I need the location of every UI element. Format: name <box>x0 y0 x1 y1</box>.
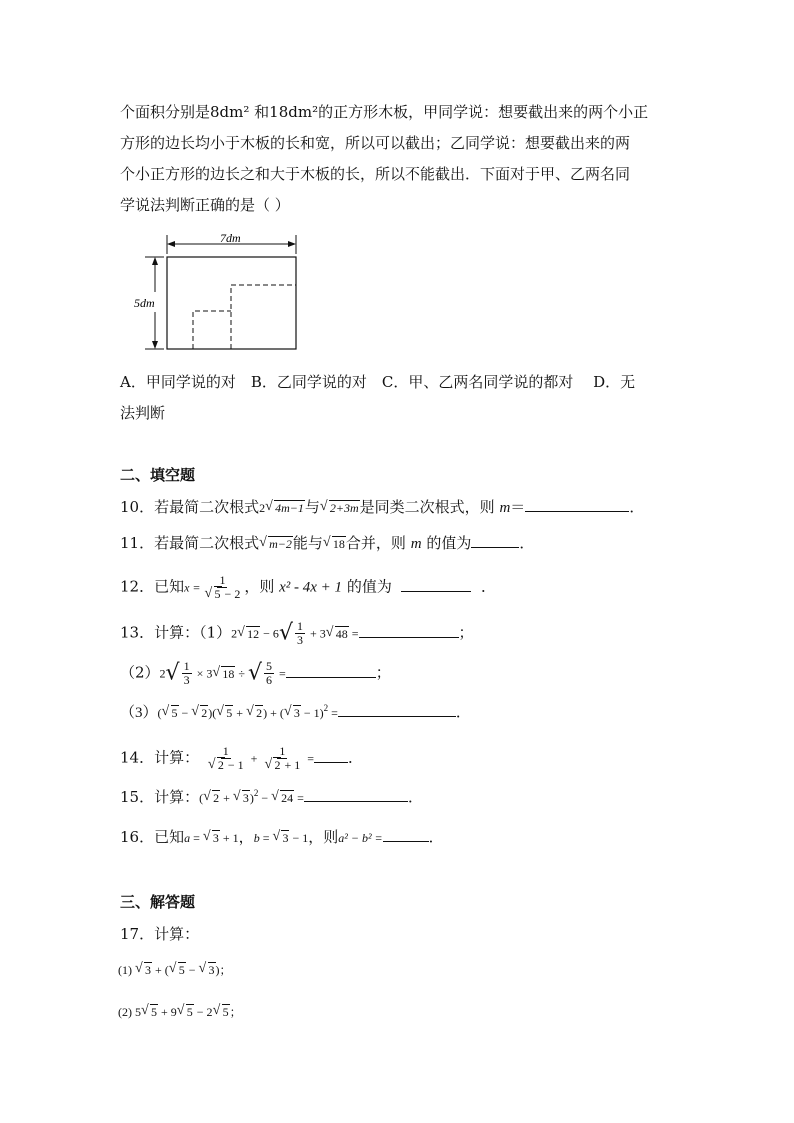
q13-p1-end: ； <box>458 623 474 642</box>
q13-part-2-answer-blank[interactable] <box>286 663 376 678</box>
q16-text-2: ，则 <box>308 828 339 846</box>
q13-part-3-label: （3） <box>120 705 158 721</box>
q9-options-line-1: A．甲同学说的对 B．乙同学说的对 C．甲、乙两名同学说的都对 D．无 <box>120 373 636 391</box>
q15-end: ． <box>407 788 423 806</box>
q16-sep: ， <box>238 828 254 846</box>
q13-part-3-row: （3）(√ 5 − √ 2)(√ 5 + √ 2) + (√ 3 − 1)$^2$ = ． <box>120 702 471 724</box>
q16-text: 已知 <box>154 828 185 846</box>
q16-a-def: a = √ 3 + 1 <box>184 831 239 845</box>
q14-fraction-2: 1 √ 2 + 1 <box>262 745 302 772</box>
q10-var: m <box>499 500 511 516</box>
q13-part-1-answer-blank[interactable] <box>359 623 459 638</box>
q9-line-1: 个面积分别是8dm² 和18dm²的正方形木板，甲同学说：想要截出来的两个小正 <box>120 103 649 121</box>
q10-radical-1: √ 4m−1 <box>265 498 305 518</box>
q13-p1-fraction: $\frac{1}{3}$ <box>296 619 303 647</box>
q12-answer-blank[interactable] <box>401 577 471 592</box>
q17-number: 17． <box>120 925 155 943</box>
q13-p2-eq: = <box>275 666 286 681</box>
q14-eq: = <box>304 751 315 766</box>
q9-line-2: 方形的边长均小于木板的长和宽，所以可以截出；乙同学说：想要截出来的两 <box>120 134 631 152</box>
section-title-solutions: 三、解答题 <box>120 893 196 911</box>
q13-text: 计算： <box>154 623 200 642</box>
q10-eq: ＝ <box>510 498 526 516</box>
q12-text-2: ，则 <box>244 577 275 596</box>
q13-p1-coef: 2 <box>231 626 238 641</box>
q15-text: 计算： <box>154 788 200 806</box>
q10-text-2: 与 <box>304 498 320 516</box>
q12-lhs: x = <box>184 580 201 595</box>
q13-part-3-answer-blank[interactable] <box>338 702 456 717</box>
width-label: 7dm <box>220 232 241 245</box>
q11-radical-2: √ 18 <box>323 534 346 554</box>
q15-expression: (√ 2 + √ 3)$^2$ − √ 24 = <box>199 791 304 805</box>
q10-number: 10． <box>120 498 155 516</box>
q10-end: ． <box>629 498 645 516</box>
section-title-fill-in: 二、填空题 <box>120 466 196 484</box>
q10-coef: 2 <box>259 501 266 515</box>
q11-text-3: 合并，则 <box>345 534 406 552</box>
q11-text-4: 的值为 <box>426 534 472 552</box>
q13-p2-fraction-2: $\frac{5}{6}$ <box>265 659 272 687</box>
q11-row <box>120 533 534 554</box>
q9-options-line-2: 法判断 <box>120 404 166 422</box>
q14-plus: + <box>247 751 261 766</box>
q9-line-4: 学说法判断正确的是（ ） <box>120 196 290 214</box>
q11-end: ． <box>519 534 535 552</box>
q13-p2-radical-b: √ 18 <box>212 664 235 684</box>
q12-fraction: 1 √ 5 − 2 <box>203 574 243 601</box>
q12-text-3: 的值为 <box>346 577 392 596</box>
q13-p1-op: − 6 <box>260 626 279 641</box>
q13-p2-op: × 3 <box>193 666 213 681</box>
q11-radical-1: √ m−2 <box>259 534 293 554</box>
q16-row <box>120 827 444 848</box>
height-label: 5dm <box>134 296 155 310</box>
q15-number: 15． <box>120 788 155 806</box>
q10-text-3: 是同类二次根式，则 <box>359 498 495 516</box>
q13-part-1-label: （1） <box>199 623 232 642</box>
q13-p2-end: ； <box>375 663 391 682</box>
q17-text: 计算： <box>154 925 200 943</box>
q11-number: 11． <box>120 534 155 552</box>
q11-answer-blank[interactable] <box>471 533 519 548</box>
q12-end: ． <box>480 577 496 596</box>
q11-text: 若最简二次根式 <box>154 534 260 552</box>
q10-radical-2: √ 2+3m <box>320 498 360 518</box>
q13-p2-op-2: ÷ <box>235 666 248 681</box>
q13-p1-radical-a: √ 12 <box>237 624 260 644</box>
q14-row <box>120 745 363 772</box>
q13-part-2-label: （2） <box>120 663 160 682</box>
q13-p3-eq: = <box>328 706 338 720</box>
q13-p3-end: ． <box>455 705 471 721</box>
q10-text: 若最简二次根式 <box>154 498 260 516</box>
q17-part-1-label: (1) <box>118 963 132 977</box>
q12-expression: x² - 4x + 1 <box>279 579 343 596</box>
q13-p2-fraction: $\frac{1}{3}$ <box>183 659 190 687</box>
q12-text: 已知 <box>154 577 185 596</box>
q11-var: m <box>410 536 422 552</box>
q13-p2-coef: 2 <box>159 666 166 681</box>
q13-number: 13． <box>120 623 155 642</box>
q17-part-1: (1) √ 3 + (√ 5 − √ 3)； <box>118 960 232 980</box>
q16-b-def: b = √ 3 − 1 <box>254 831 309 845</box>
q16-expression: a² − b² = <box>338 831 383 845</box>
q9-line-3: 个小正方形的边长之和大于木板的长，所以不能截出．下面对于甲、乙两名同 <box>120 165 631 183</box>
q16-end: ． <box>428 828 444 846</box>
q14-fraction-1: 1 √ 2 − 1 <box>206 745 246 772</box>
q10-answer-blank[interactable] <box>525 497 629 512</box>
q15-answer-blank[interactable] <box>304 787 408 802</box>
q13-p1-radical-c: √ 48 <box>326 624 349 644</box>
q14-end: ． <box>348 748 364 767</box>
q14-text: 计算： <box>154 748 200 767</box>
q11-text-2: 能与 <box>292 534 323 552</box>
q15-row <box>120 787 423 809</box>
q14-number: 14． <box>120 748 155 767</box>
q13-p1-eq: = <box>348 626 359 641</box>
q12-row <box>120 574 496 601</box>
q17-row <box>120 924 199 944</box>
q13-part-1-row: 13．计算：（1）2√ 12 − 6√ $\frac{1}{3}$ + 3√ 48 = ； <box>120 620 474 647</box>
q17-part-2-label: (2) <box>118 1005 132 1019</box>
q16-answer-blank[interactable] <box>383 827 429 842</box>
q17-part-2: (2) 5√ 5 + 9√ 5 − 2√ 5； <box>118 1002 242 1022</box>
q10-row <box>120 497 644 518</box>
q13-p1-op-2: + 3 <box>306 626 326 641</box>
rectangle-board-figure <box>130 232 310 358</box>
q12-number: 12． <box>120 577 155 596</box>
q13-part-2-row: （2）2√ $\frac{1}{3}$ × 3√ 18 ÷ √ $\frac{5}{6}$ = ； <box>120 660 391 687</box>
q14-answer-blank[interactable] <box>314 748 348 763</box>
q16-number: 16． <box>120 828 155 846</box>
